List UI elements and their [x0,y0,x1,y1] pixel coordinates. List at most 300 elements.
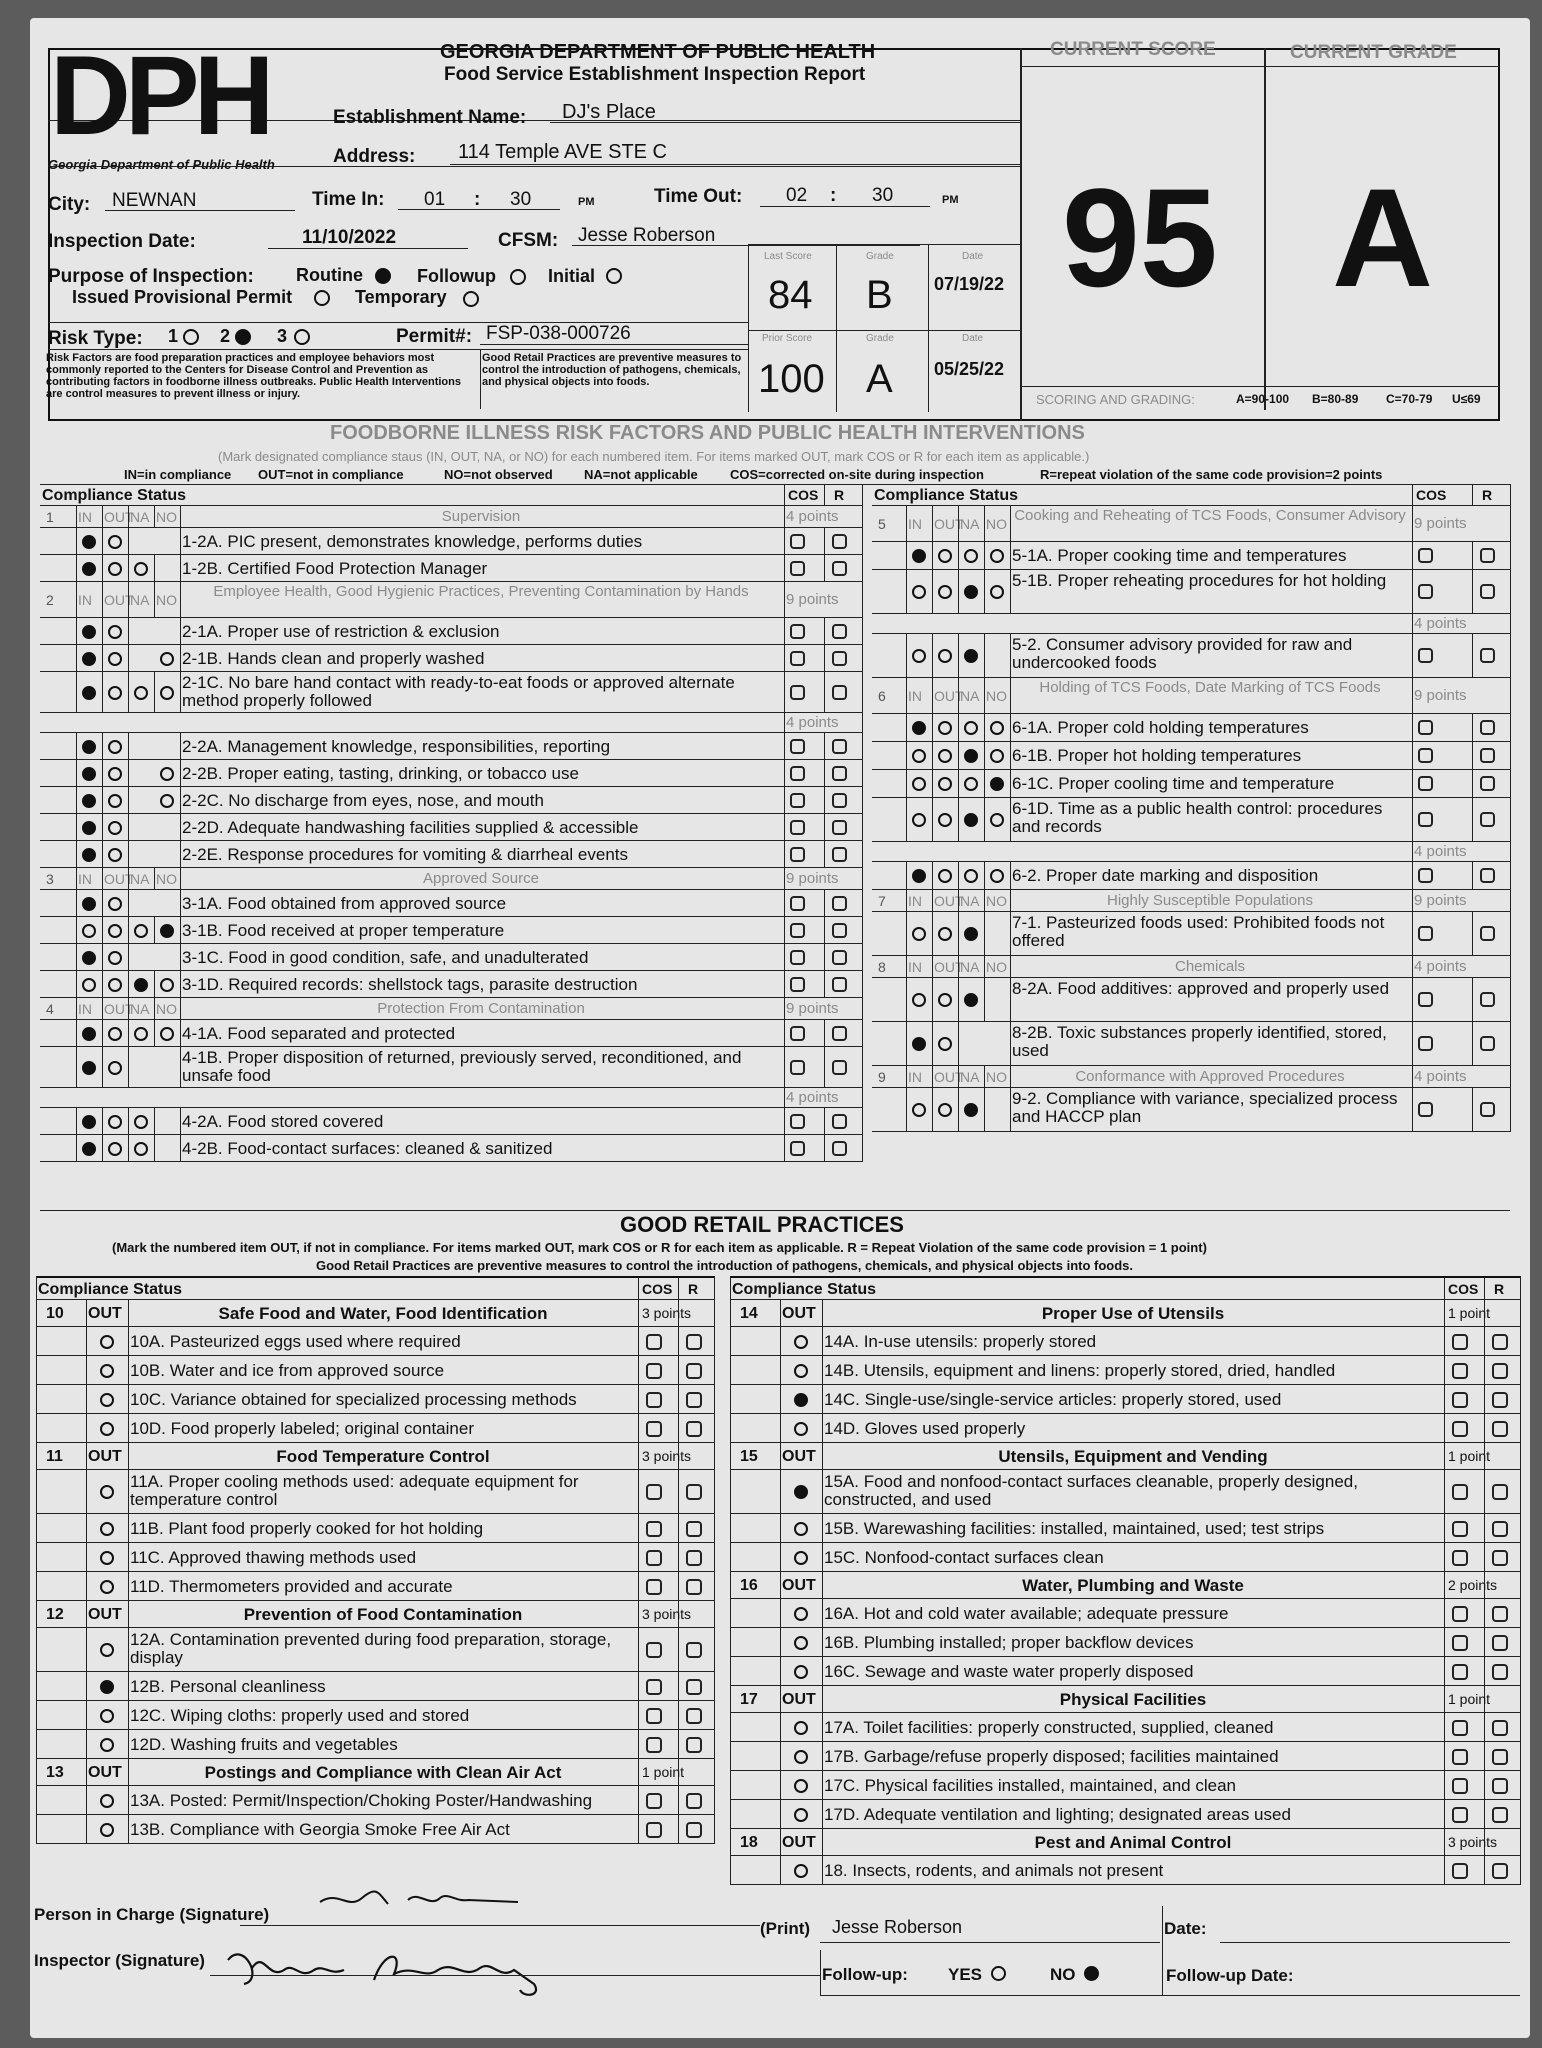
cos-checkbox[interactable] [1418,548,1433,563]
out-mark[interactable] [794,1721,808,1735]
na-mark[interactable] [964,927,978,941]
r-checkbox[interactable] [1480,548,1495,563]
cos-checkbox[interactable] [790,561,805,576]
left-row-22 [40,1108,862,1135]
out-mark[interactable] [108,767,122,781]
r-checkbox[interactable] [832,950,847,965]
cos-checkbox[interactable] [1452,1664,1468,1680]
section-points: 3 points [642,1448,692,1464]
out-mark[interactable] [938,927,952,941]
r-checkbox[interactable] [1492,1363,1508,1379]
cos-checkbox[interactable] [1418,992,1433,1007]
cos-checkbox[interactable] [790,651,805,666]
out-mark[interactable] [108,978,122,992]
purpose-followup-radio[interactable] [510,269,526,285]
out-mark[interactable] [794,1808,808,1822]
r-checkbox[interactable] [1480,868,1495,883]
r-checkbox[interactable] [1492,1421,1508,1437]
r-checkbox[interactable] [832,1141,847,1156]
out-mark[interactable] [938,585,952,599]
cos-checkbox[interactable] [646,1708,662,1724]
no-mark[interactable] [990,585,1004,599]
na-mark[interactable] [134,1027,148,1041]
in-mark[interactable] [82,1061,96,1075]
r-checkbox[interactable] [686,1521,702,1537]
item-label: 12D. Washing fruits and vegetables [130,1734,398,1754]
out-mark[interactable] [938,993,952,1007]
no-column-header: NO [986,688,1007,704]
in-mark[interactable] [912,1103,926,1117]
purpose-provisional-label: Issued Provisional Permit [72,287,293,307]
out-mark[interactable] [108,1142,122,1156]
purpose-provisional-radio[interactable] [314,290,330,306]
r-checkbox[interactable] [686,1679,702,1695]
cos-checkbox[interactable] [790,793,805,808]
grp_right-row-2 [730,1356,1520,1385]
r-checkbox[interactable] [1480,748,1495,763]
r-checkbox[interactable] [1480,812,1495,827]
out-mark[interactable] [794,1864,808,1878]
grp_right-row-9 [730,1572,1520,1599]
na-mark[interactable] [964,585,978,599]
out-mark[interactable] [100,1709,114,1723]
cos-checkbox[interactable] [1452,1521,1468,1537]
out-mark[interactable] [108,625,122,639]
na-mark[interactable] [964,777,978,791]
na-mark[interactable] [134,686,148,700]
r-checkbox[interactable] [832,624,847,639]
cos-checkbox[interactable] [646,1550,662,1566]
grp_right-row-5 [730,1443,1520,1470]
out-mark[interactable] [100,1335,114,1349]
out-mark[interactable] [100,1422,114,1436]
r-checkbox[interactable] [832,1060,847,1075]
grp_right-row-18 [730,1829,1520,1856]
cos-checkbox[interactable] [646,1334,662,1350]
purpose-routine-radio[interactable] [375,268,391,284]
cos-checkbox[interactable] [790,739,805,754]
risk-factors-note: Risk Factors are food preparation practices and employee behaviors most commonly reported to the Centers for Disease Control and Prevention as contributing factors in foodborne illness outbreaks. Public Health Interventions are control measures to prevent illness or injury. [46,352,461,400]
out-mark[interactable] [100,1580,114,1594]
in-mark[interactable] [82,794,96,808]
dph-logo: DPH [50,33,269,158]
r-checkbox[interactable] [686,1392,702,1408]
r-checkbox[interactable] [1480,1102,1495,1117]
out-mark[interactable] [100,1393,114,1407]
na-mark[interactable] [964,813,978,827]
in-mark[interactable] [82,740,96,754]
cos-checkbox[interactable] [1452,1606,1468,1622]
right-row-11 [872,862,1510,890]
no-mark[interactable] [990,869,1004,883]
cos-checkbox[interactable] [646,1521,662,1537]
cos-checkbox[interactable] [1452,1421,1468,1437]
in-mark[interactable] [82,821,96,835]
r-checkbox[interactable] [1492,1807,1508,1823]
out-mark[interactable] [938,549,952,563]
in-mark[interactable] [912,585,926,599]
out-mark[interactable] [108,535,122,549]
na-mark[interactable] [964,869,978,883]
no-mark[interactable] [990,721,1004,735]
out-mark[interactable] [100,1794,114,1808]
item-label: 2-2C. No discharge from eyes, nose, and mouth [182,790,544,810]
risk-2-radio[interactable] [235,329,251,345]
out-mark[interactable] [100,1738,114,1752]
cos-checkbox[interactable] [646,1822,662,1838]
r-checkbox[interactable] [832,561,847,576]
no-mark[interactable] [160,767,174,781]
r-checkbox[interactable] [832,1114,847,1129]
cos-checkbox[interactable] [1418,648,1433,663]
left-row-3 [40,582,862,618]
cos-checkbox[interactable] [790,534,805,549]
out-mark[interactable] [108,740,122,754]
r-checkbox[interactable] [832,820,847,835]
out-mark[interactable] [108,686,122,700]
item-label: 13A. Posted: Permit/Inspection/Choking Poster/Handwashing [130,1790,593,1810]
cos-checkbox[interactable] [1418,584,1433,599]
item-label: 16C. Sewage and waste water properly disposed [824,1661,1194,1681]
section-title: Approved Source [423,870,539,887]
r-checkbox[interactable] [1480,1036,1495,1051]
inspection-date-value: 11/10/2022 [302,227,397,248]
r-checkbox[interactable] [686,1793,702,1809]
grp_left-row-5 [36,1443,714,1470]
r-checkbox[interactable] [832,739,847,754]
r-checkbox[interactable] [1480,776,1495,791]
cos-checkbox[interactable] [790,847,805,862]
prior-date-label: Date [962,333,984,344]
out-mark[interactable] [794,1607,808,1621]
in-mark[interactable] [82,535,96,549]
out-mark[interactable] [938,869,952,883]
r-checkbox[interactable] [1492,1720,1508,1736]
na-column-header: NA [130,509,150,525]
cos-checkbox[interactable] [1418,720,1433,735]
r-checkbox[interactable] [832,1026,847,1041]
na-column-header: NA [960,1069,980,1085]
na-mark[interactable] [964,749,978,763]
r-checkbox[interactable] [832,923,847,938]
cos-checkbox[interactable] [790,896,805,911]
na-mark[interactable] [134,1142,148,1156]
risk-3-radio[interactable] [294,329,310,345]
out-mark[interactable] [938,1037,952,1051]
cos-checkbox[interactable] [1418,1102,1433,1117]
cos-checkbox[interactable] [790,1114,805,1129]
r-checkbox[interactable] [832,977,847,992]
purpose-temporary-radio[interactable] [463,291,479,307]
in-mark[interactable] [82,897,96,911]
r-checkbox[interactable] [686,1363,702,1379]
cos-checkbox[interactable] [1452,1807,1468,1823]
in-mark[interactable] [82,1142,96,1156]
r-checkbox[interactable] [1492,1863,1508,1879]
na-mark[interactable] [134,924,148,938]
cos-checkbox[interactable] [646,1679,662,1695]
r-checkbox[interactable] [686,1421,702,1437]
in-mark[interactable] [912,927,926,941]
out-mark[interactable] [794,1335,808,1349]
right-row-7 [872,742,1510,770]
na-mark[interactable] [134,1115,148,1129]
in-mark[interactable] [82,652,96,666]
no-mark[interactable] [990,749,1004,763]
out-mark[interactable] [938,1103,952,1117]
followup-no-radio[interactable] [1084,1966,1099,1981]
cos-checkbox[interactable] [1452,1550,1468,1566]
cos-checkbox[interactable] [1418,812,1433,827]
out-mark[interactable] [794,1393,808,1407]
na-mark[interactable] [964,649,978,663]
r-checkbox[interactable] [686,1579,702,1595]
out-mark[interactable] [108,794,122,808]
r-checkbox[interactable] [1480,720,1495,735]
cos-checkbox[interactable] [790,1141,805,1156]
cos-checkbox[interactable] [790,923,805,938]
in-mark[interactable] [82,848,96,862]
item-label: 8-2B. Toxic substances properly identified, stored, used [1012,1023,1387,1060]
item-label: 15C. Nonfood-contact surfaces clean [824,1547,1104,1567]
r-checkbox[interactable] [832,766,847,781]
r-checkbox[interactable] [1492,1606,1508,1622]
cos-checkbox[interactable] [790,624,805,639]
r-checkbox[interactable] [832,685,847,700]
cos-checkbox[interactable] [1452,1720,1468,1736]
item-label: 11C. Approved thawing methods used [130,1547,417,1567]
out-mark[interactable] [108,951,122,965]
r-checkbox[interactable] [1492,1635,1508,1651]
cos-checkbox[interactable] [790,1060,805,1075]
cos-checkbox[interactable] [646,1484,662,1500]
out-mark[interactable] [794,1636,808,1650]
in-mark[interactable] [82,978,96,992]
out-mark[interactable] [108,652,122,666]
no-mark[interactable] [990,549,1004,563]
out-mark[interactable] [938,649,952,663]
r-checkbox[interactable] [1492,1550,1508,1566]
out-mark[interactable] [794,1422,808,1436]
out-mark[interactable] [938,777,952,791]
r-checkbox[interactable] [1480,584,1495,599]
cos-checkbox[interactable] [646,1579,662,1595]
left-row-1 [40,528,862,555]
out-mark[interactable] [100,1485,114,1499]
cos-checkbox[interactable] [646,1737,662,1753]
r-checkbox[interactable] [832,896,847,911]
r-checkbox[interactable] [1492,1392,1508,1408]
section-points: 9 points [786,591,839,608]
out-mark[interactable] [100,1680,114,1694]
out-column-header: OUT [782,1305,816,1322]
grp_left-header-row [36,1276,714,1300]
left-row-2 [40,555,862,582]
cos-checkbox[interactable] [646,1642,662,1658]
cos-checkbox[interactable] [1452,1363,1468,1379]
time-out-ampm: PM [942,194,959,206]
item-label: 2-1B. Hands clean and properly washed [182,648,485,668]
in-mark[interactable] [912,813,926,827]
in-mark[interactable] [912,749,926,763]
out-mark[interactable] [108,562,122,576]
out-mark[interactable] [938,721,952,735]
in-mark[interactable] [912,549,926,563]
na-mark[interactable] [134,978,148,992]
risk-1-radio[interactable] [183,329,199,345]
r-checkbox[interactable] [686,1484,702,1500]
r-header: R [688,1281,699,1297]
in-mark[interactable] [912,649,926,663]
grp-note: Good Retail Practices are preventive measures to control the introduction of pathogens, chemicals, and physical objects into foods. [482,352,742,388]
out-mark[interactable] [108,897,122,911]
out-mark[interactable] [794,1485,808,1499]
grp_right-row-7 [730,1514,1520,1543]
cos-checkbox[interactable] [790,1026,805,1041]
r-checkbox[interactable] [1492,1778,1508,1794]
section-title: Postings and Compliance with Clean Air Act [204,1763,562,1782]
r-checkbox[interactable] [1492,1664,1508,1680]
na-mark[interactable] [964,993,978,1007]
permit-value: FSP-038-000726 [486,323,631,344]
r-checkbox[interactable] [686,1708,702,1724]
in-mark[interactable] [82,562,96,576]
left-row-6 [40,672,862,713]
r-checkbox[interactable] [1492,1334,1508,1350]
cos-checkbox[interactable] [1452,1749,1468,1765]
in-column-header: IN [908,516,922,532]
grp_right-row-13 [730,1686,1520,1713]
cos-checkbox[interactable] [1418,1036,1433,1051]
out-mark[interactable] [100,1643,114,1657]
out-mark[interactable] [100,1551,114,1565]
na-mark[interactable] [134,562,148,576]
cfsm-label: CFSM: [498,230,559,251]
in-mark[interactable] [82,1027,96,1041]
left-row-4 [40,618,862,645]
out-mark[interactable] [794,1522,808,1536]
na-mark[interactable] [964,549,978,563]
in-mark[interactable] [82,924,96,938]
out-mark[interactable] [794,1364,808,1378]
cos-checkbox[interactable] [790,977,805,992]
cos-checkbox[interactable] [646,1363,662,1379]
cos-checkbox[interactable] [646,1421,662,1437]
r-checkbox[interactable] [832,847,847,862]
cos-checkbox[interactable] [1452,1635,1468,1651]
cos-checkbox[interactable] [1452,1334,1468,1350]
no-mark[interactable] [160,794,174,808]
out-mark[interactable] [794,1665,808,1679]
out-column-header: OUT [104,592,134,608]
cos-header: COS [1448,1281,1479,1297]
in-mark[interactable] [82,625,96,639]
na-mark[interactable] [964,1103,978,1117]
cos-checkbox[interactable] [1418,868,1433,883]
followup-yes-radio[interactable] [991,1966,1006,1981]
r-checkbox[interactable] [832,651,847,666]
r-checkbox[interactable] [1480,992,1495,1007]
cos-checkbox[interactable] [1452,1484,1468,1500]
out-mark[interactable] [100,1823,114,1837]
out-mark[interactable] [938,749,952,763]
cos-checkbox[interactable] [1418,748,1433,763]
purpose-initial-radio[interactable] [606,268,622,284]
cos-checkbox[interactable] [1418,776,1433,791]
r-checkbox[interactable] [1492,1484,1508,1500]
r-checkbox[interactable] [686,1642,702,1658]
r-checkbox[interactable] [686,1737,702,1753]
out-mark[interactable] [100,1522,114,1536]
r-checkbox[interactable] [1492,1749,1508,1765]
cos-checkbox[interactable] [1452,1778,1468,1794]
left-row-12 [40,841,862,868]
r-checkbox[interactable] [1492,1521,1508,1537]
cos-checkbox[interactable] [790,950,805,965]
section-number: 11 [46,1448,63,1465]
out-mark[interactable] [794,1779,808,1793]
in-mark[interactable] [912,993,926,1007]
risk-2-label: 2 [220,326,231,346]
out-mark[interactable] [108,924,122,938]
out-mark[interactable] [108,821,122,835]
no-mark[interactable] [990,777,1004,791]
cos-checkbox[interactable] [790,820,805,835]
out-mark[interactable] [108,848,122,862]
r-checkbox[interactable] [686,1334,702,1350]
no-mark[interactable] [160,1027,174,1041]
in-mark[interactable] [82,686,96,700]
cos-checkbox[interactable] [790,766,805,781]
r-checkbox[interactable] [686,1822,702,1838]
out-mark[interactable] [100,1364,114,1378]
in-mark[interactable] [82,1115,96,1129]
r-checkbox[interactable] [686,1550,702,1566]
cos-checkbox[interactable] [646,1392,662,1408]
no-mark[interactable] [160,652,174,666]
in-mark[interactable] [82,767,96,781]
r-checkbox[interactable] [832,793,847,808]
no-mark[interactable] [990,813,1004,827]
out-mark[interactable] [794,1551,808,1565]
r-checkbox[interactable] [1480,648,1495,663]
out-mark[interactable] [938,813,952,827]
na-mark[interactable] [964,721,978,735]
out-mark[interactable] [108,1027,122,1041]
in-mark[interactable] [912,721,926,735]
no-mark[interactable] [160,978,174,992]
in-mark[interactable] [912,869,926,883]
cos-checkbox[interactable] [1452,1392,1468,1408]
no-column-header: NO [156,592,177,608]
cos-checkbox[interactable] [1452,1863,1468,1879]
r-checkbox[interactable] [832,534,847,549]
no-mark[interactable] [160,686,174,700]
r-checkbox[interactable] [1480,926,1495,941]
out-mark[interactable] [794,1750,808,1764]
no-mark[interactable] [160,924,174,938]
cos-checkbox[interactable] [790,685,805,700]
in-mark[interactable] [912,1037,926,1051]
out-mark[interactable] [108,1115,122,1129]
out-mark[interactable] [108,1061,122,1075]
in-mark[interactable] [912,777,926,791]
right-row-16 [872,1022,1510,1066]
in-mark[interactable] [82,951,96,965]
grp-title: GOOD RETAIL PRACTICES [620,1212,904,1237]
cos-checkbox[interactable] [1418,926,1433,941]
cos-checkbox[interactable] [646,1793,662,1809]
